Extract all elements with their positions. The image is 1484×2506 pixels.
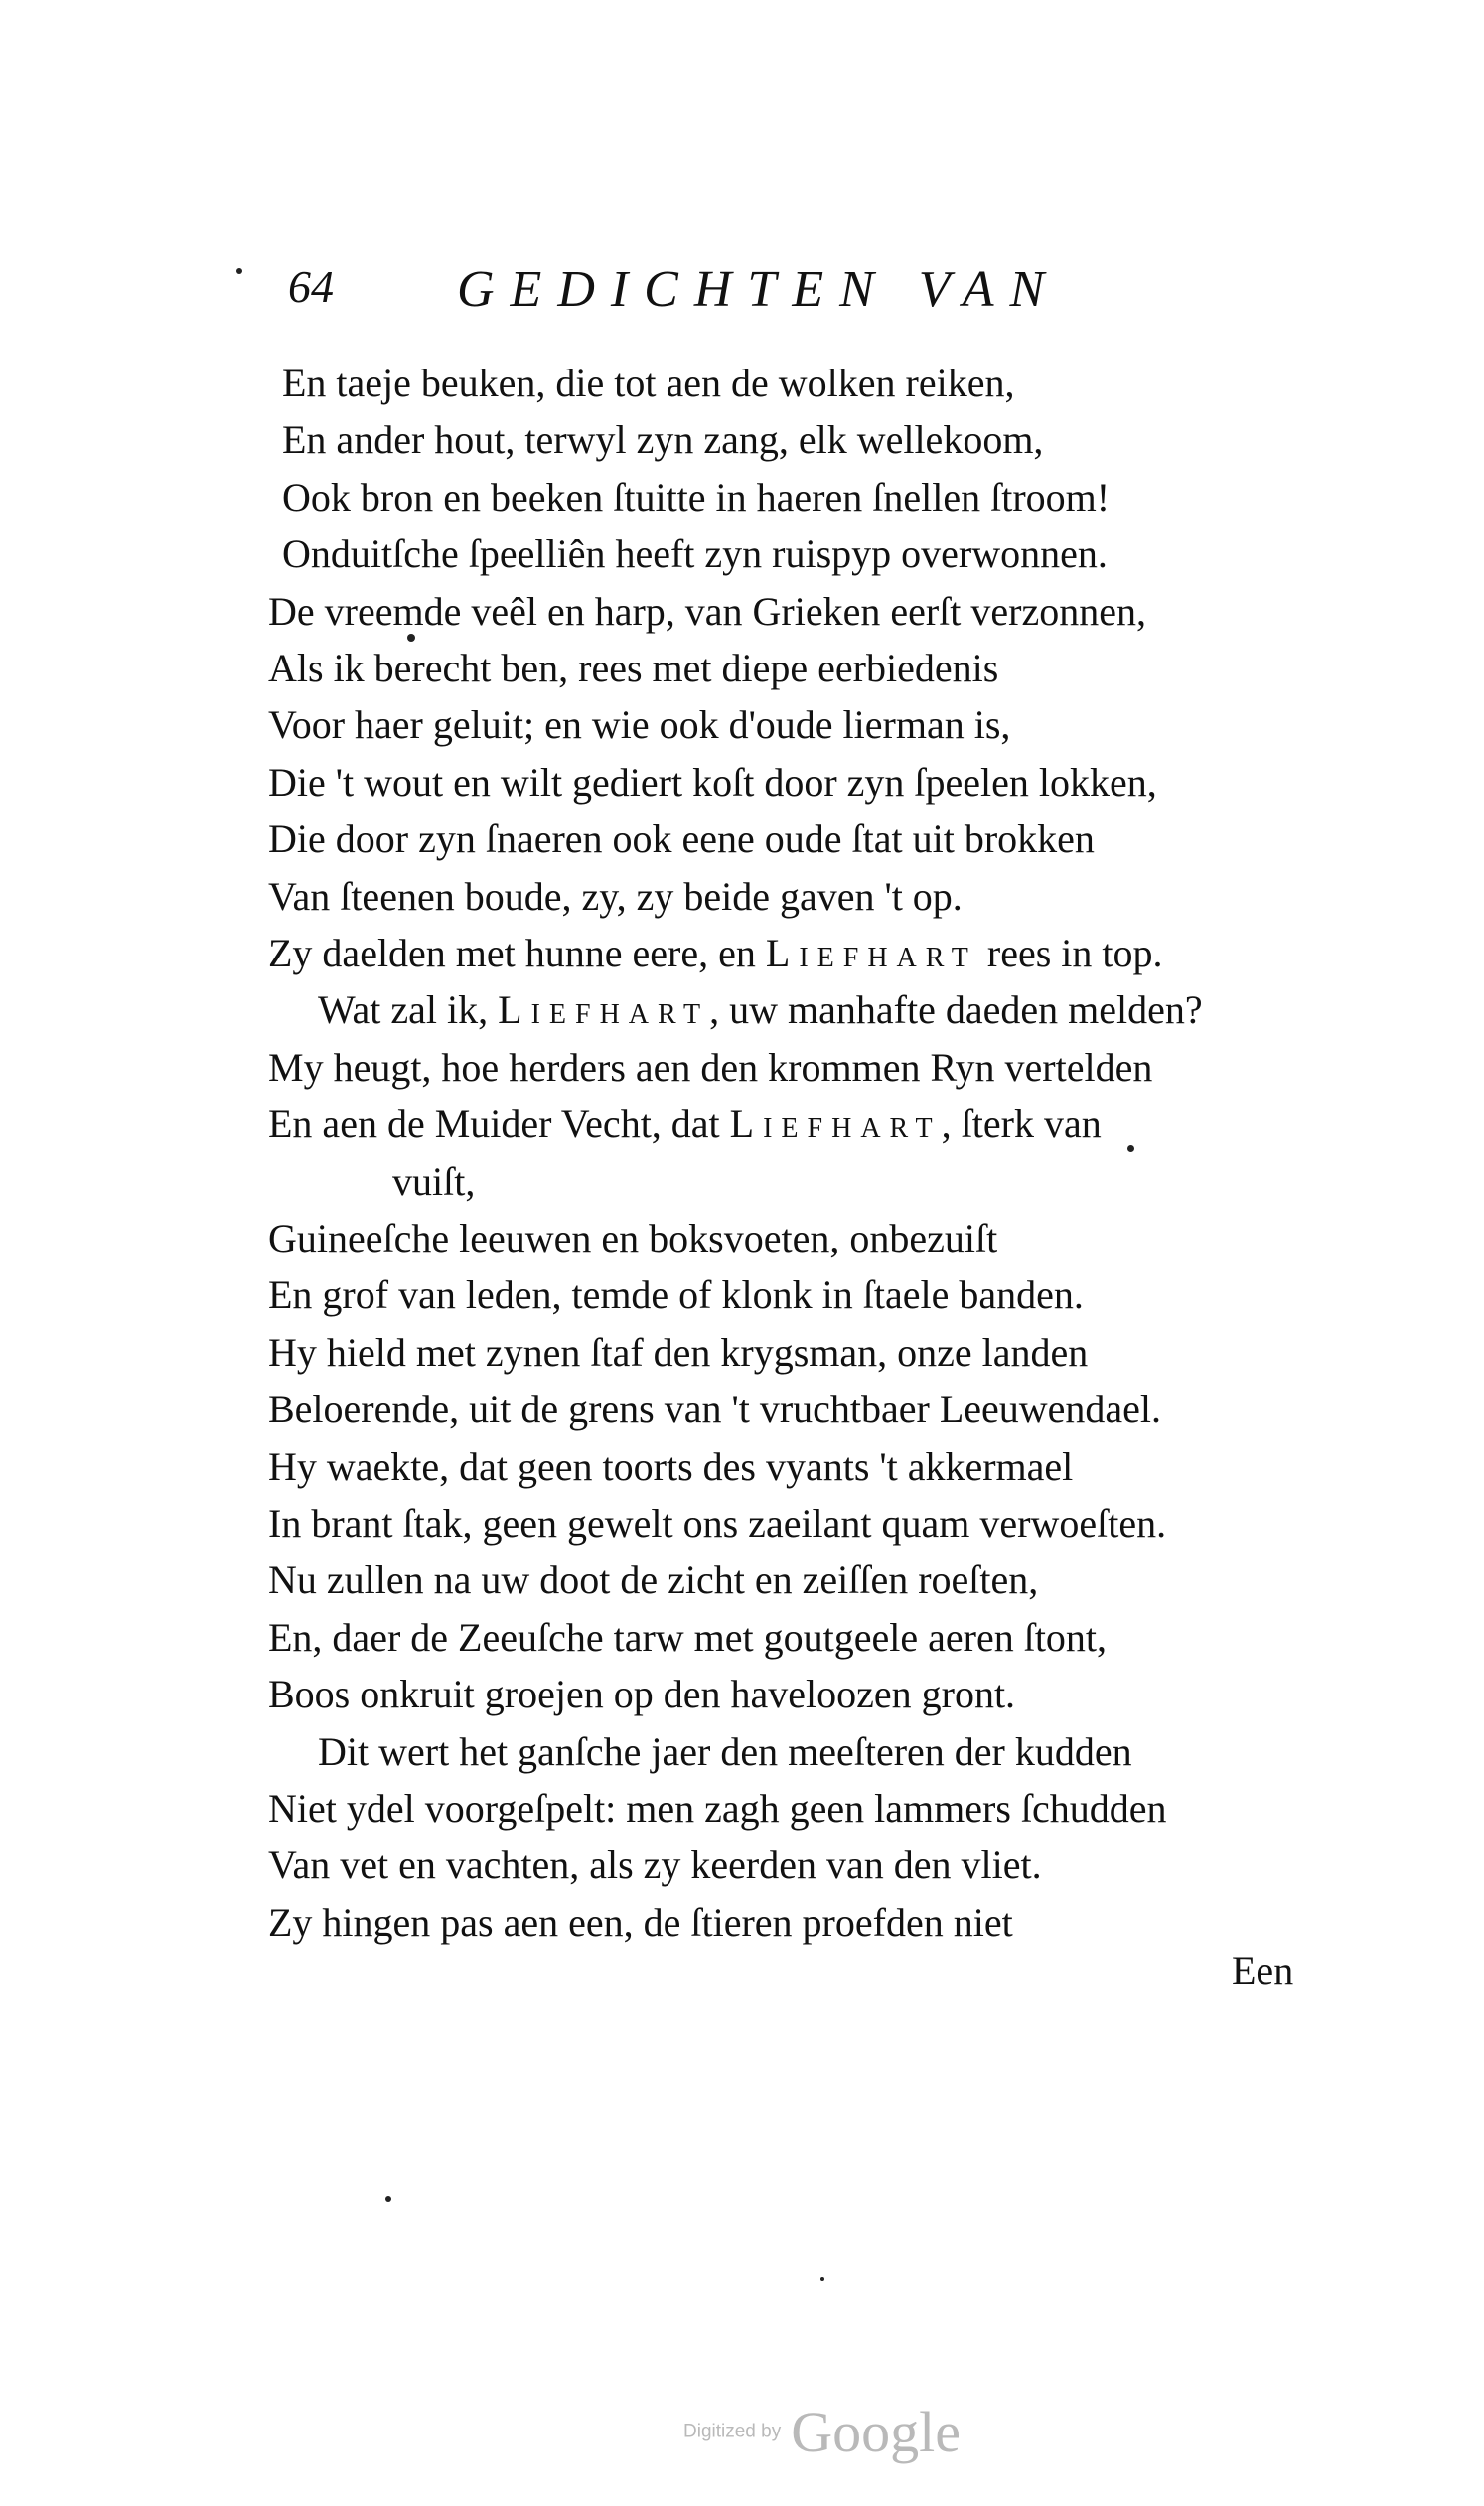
poem-line xyxy=(268,645,998,692)
scan-speck xyxy=(236,268,242,274)
poem-line xyxy=(268,1101,1102,1148)
poem-text-run: Voor haer geluit; en wie ook d'oude lierman is, xyxy=(268,702,1011,748)
poem-text-run: En aen de Muider Vecht, dat xyxy=(268,1102,730,1147)
poem-text-run: Wat zal ik, xyxy=(318,987,499,1033)
poem-line xyxy=(392,1158,475,1206)
poem-text-run: , uw manhafte daeden melden? xyxy=(709,987,1203,1033)
poem-text-run: Van ſteenen boude, zy, zy beide gaven 't op. xyxy=(268,873,963,919)
page-number: 64 xyxy=(288,261,334,312)
catchword: Een xyxy=(1232,1948,1294,1992)
poem-text-run: Onduitſche ſpeelliên heeft zyn ruispyp overwonnen. xyxy=(282,531,1108,577)
running-title: GEDICHTEN VAN xyxy=(457,261,1061,318)
poem-line xyxy=(268,1386,1161,1433)
scan-speck xyxy=(407,634,415,642)
poem-line xyxy=(282,416,1043,464)
poem-line xyxy=(268,1671,1015,1718)
poem-line xyxy=(268,873,963,921)
poem-text-run: rees in top. xyxy=(976,931,1163,975)
poem-text-run: En taeje beuken, die tot aen de wolken reiken, xyxy=(282,361,1015,405)
digitization-watermark xyxy=(683,2399,961,2465)
poem-text-run: Boos onkruit groejen op den haveloozen gront. xyxy=(268,1672,1016,1717)
poem-text-run: Die door zyn ſnaeren ook eene oude ſtat uit brokken xyxy=(268,816,1095,862)
poem-text-run: Hy hield met zynen ſtaf den krygsman, onze landen xyxy=(268,1329,1089,1375)
poem-name-smallcaps: Liefhart xyxy=(765,931,977,975)
poem-line xyxy=(268,1443,1073,1491)
poem-line xyxy=(268,930,1163,977)
poem-text-run: , ſterk van xyxy=(941,1102,1102,1147)
poem-line xyxy=(268,1842,1042,1889)
poem-text-run: De vreemde veêl en harp, van Grieken eerſt verzonnen, xyxy=(268,588,1147,634)
poem-text-run: Nu zullen na uw doot de zicht en zeiſſen roeſten, xyxy=(268,1557,1039,1603)
poem-name-smallcaps: Liefhart xyxy=(729,1102,942,1147)
poem-text-run: In brant ſtak, geen gewelt ons zaeilant quam verwoeſten. xyxy=(268,1501,1167,1546)
poem-text-run: Zy daelden met hunne eere, en xyxy=(268,931,766,975)
poem-text-run: Hy waekte, dat geen toorts des vyants 't akkermael xyxy=(268,1443,1074,1489)
poem-name-smallcaps: Liefhart xyxy=(498,987,710,1033)
poem-line xyxy=(282,474,1110,521)
google-logo: Google xyxy=(791,2400,961,2464)
poem-line xyxy=(268,701,1010,749)
poem-text-run: Dit wert het ganſche jaer den meeſteren der kudden xyxy=(318,1728,1132,1774)
poem-line xyxy=(268,1556,1038,1604)
poem-line xyxy=(282,360,1014,407)
poem-text-run: Als ik berecht ben, rees met diepe eerbiedenis xyxy=(268,646,999,690)
poem-line xyxy=(268,1215,997,1262)
poem-line xyxy=(282,530,1108,578)
watermark-prefix: Digitized by xyxy=(683,2421,782,2442)
poem-line xyxy=(268,815,1095,863)
poem-text-run: Guineeſche leeuwen en boksvoeten, onbezuiſt xyxy=(268,1216,998,1260)
poem-line xyxy=(268,1044,1152,1092)
poem-line xyxy=(268,1614,1107,1662)
scan-speck xyxy=(820,2277,824,2281)
poem-line xyxy=(268,1500,1166,1548)
poem-line xyxy=(318,986,1203,1034)
poem-text-run: Niet ydel voorgeſpelt: men zagh geen lammers ſchudden xyxy=(268,1786,1167,1831)
poem-line xyxy=(268,1899,1013,1947)
poem-text-run: Die 't wout en wilt gediert koſt door zyn ſpeelen lokken, xyxy=(268,759,1157,805)
poem-text-run: Beloerende, uit de grens van 't vruchtbaer Leeuwendael. xyxy=(268,1387,1162,1432)
poem-text-run: En grof van leden, temde of klonk in ſtaele banden. xyxy=(268,1272,1084,1318)
poem-text-run: My heugt, hoe herders aen den krommen Ryn vertelden xyxy=(268,1044,1153,1090)
poem-line xyxy=(318,1728,1132,1776)
poem-text-run: vuiſt, xyxy=(392,1158,476,1204)
page-header xyxy=(288,260,1281,330)
scan-speck xyxy=(385,2196,391,2202)
poem-line xyxy=(268,1271,1084,1319)
poem-line xyxy=(268,1785,1167,1833)
poem-text-run: Ook bron en beeken ſtuitte in haeren ſnellen ſtroom! xyxy=(282,474,1111,519)
poem-line xyxy=(268,759,1157,807)
poem-text-run: Van vet en vachten, als zy keerden van den vliet. xyxy=(268,1843,1042,1888)
poem-line xyxy=(268,588,1146,636)
scan-speck xyxy=(1127,1145,1134,1152)
poem-text-run: Zy hingen pas aen een, de ſtieren proefden niet xyxy=(268,1899,1013,1945)
poem-line xyxy=(268,1329,1088,1377)
poem-text-run: En, daer de Zeeuſche tarw met goutgeele aeren ſtont, xyxy=(268,1614,1108,1660)
poem-text-run: En ander hout, terwyl zyn zang, elk wellekoom, xyxy=(282,417,1044,463)
